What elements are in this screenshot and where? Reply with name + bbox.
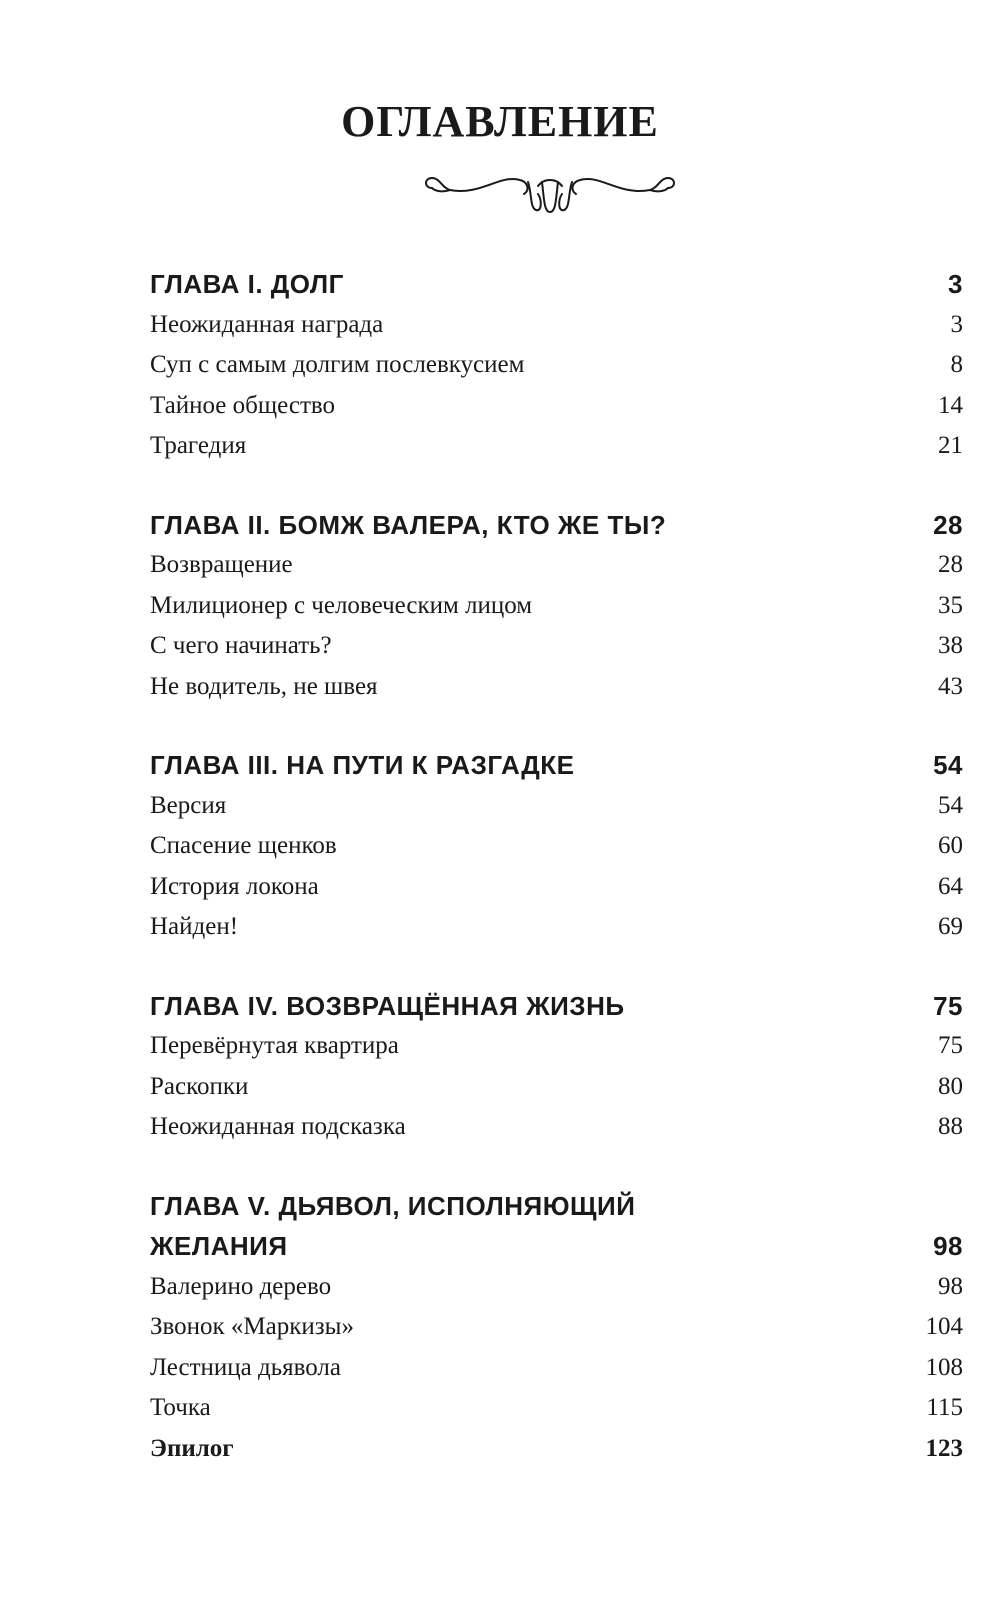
epilogue-entry[interactable] [150, 1429, 963, 1470]
page-number: 14 [938, 391, 963, 419]
section-title: История локона [150, 872, 319, 900]
chapter-title: ГЛАВА I. ДОЛГ [150, 269, 344, 299]
chapter-gap [150, 948, 963, 986]
page-number: 88 [938, 1113, 963, 1140]
section-title: Спасение щенков [150, 832, 337, 859]
section-title: Версия [150, 791, 227, 819]
page-number: 108 [925, 1353, 963, 1381]
chapter-gap [150, 707, 963, 745]
section-title: Раскопки [150, 1072, 249, 1100]
page-number: 35 [938, 591, 963, 619]
page-title: ОГЛАВЛЕНИЕ [341, 97, 659, 146]
section-title: Лестница дьявола [150, 1353, 342, 1381]
decorative-flourish-icon [420, 164, 680, 224]
page-number: 54 [933, 750, 963, 780]
page-number: 28 [938, 551, 963, 578]
page-number: 3 [948, 269, 963, 299]
page-number: 115 [926, 1394, 963, 1421]
section-entry[interactable] [150, 586, 963, 627]
page-number: 69 [938, 913, 963, 940]
section-title: Не водитель, не швея [150, 672, 378, 700]
section-entry[interactable] [150, 345, 963, 386]
page-number: 80 [938, 1072, 963, 1100]
chapter-title-line1[interactable]: ГЛАВА V. ДЬЯВОЛ, ИСПОЛНЯЮЩИЙ [150, 1190, 636, 1221]
chapter-title: ГЛАВА IV. ВОЗВРАЩЁННАЯ ЖИЗНЬ [150, 990, 625, 1021]
section-entry[interactable] [150, 386, 963, 427]
page-number: 104 [925, 1313, 963, 1340]
section-title: Валерино дерево [150, 1272, 332, 1300]
page-number: 98 [933, 1231, 963, 1261]
page-number: 21 [938, 432, 963, 459]
page-number: 28 [933, 509, 963, 540]
page-number: 75 [938, 1032, 963, 1059]
chapter-title: ГЛАВА III. НА ПУТИ К РАЗГАДКЕ [150, 750, 575, 780]
section-title: Точка [150, 1394, 211, 1421]
chapter-entry[interactable] [150, 1226, 963, 1267]
section-entry[interactable] [150, 426, 963, 467]
page-number: 98 [938, 1272, 963, 1300]
chapter-entry[interactable] [150, 986, 963, 1027]
page-number: 60 [938, 832, 963, 859]
chapter-entry[interactable] [150, 264, 963, 305]
section-entry[interactable] [150, 545, 963, 586]
section-title: Возвращение [150, 551, 293, 578]
section-entry[interactable] [150, 305, 963, 346]
chapter-entry[interactable] [150, 745, 963, 786]
section-entry[interactable] [150, 907, 963, 948]
section-title: Звонок «Маркизы» [150, 1313, 354, 1340]
chapter-title-line2: ЖЕЛАНИЯ [150, 1231, 288, 1261]
section-title: Трагедия [150, 432, 247, 459]
section-title: Милиционер с человеческим лицом [150, 591, 533, 619]
chapter-gap [150, 1148, 963, 1186]
section-title: Суп с самым долгим послевкусием [150, 351, 525, 378]
section-title: Неожиданная подсказка [150, 1113, 406, 1140]
section-entry[interactable] [150, 826, 963, 867]
table-of-contents [150, 264, 963, 1469]
section-entry[interactable] [150, 1267, 963, 1308]
page-number: 43 [938, 672, 963, 700]
page-number: 64 [938, 872, 963, 900]
chapter-gap [150, 467, 963, 505]
section-entry[interactable] [150, 667, 963, 708]
page-number: 54 [938, 791, 963, 819]
page-number: 123 [925, 1434, 963, 1462]
page-number: 8 [950, 351, 963, 378]
epilogue-title: Эпилог [150, 1434, 234, 1462]
section-entry[interactable] [150, 1348, 963, 1389]
page-number: 38 [938, 632, 963, 659]
section-entry[interactable] [150, 867, 963, 908]
section-title: Неожиданная награда [150, 310, 384, 338]
page-number: 3 [950, 310, 963, 338]
section-title: Найден! [150, 913, 239, 940]
section-title: Тайное общество [150, 391, 335, 419]
section-entry[interactable] [150, 1388, 963, 1429]
chapter-title: ГЛАВА II. БОМЖ ВАЛЕРА, КТО ЖЕ ТЫ? [150, 509, 667, 540]
chapter-entry[interactable] [150, 505, 963, 546]
section-entry[interactable] [150, 786, 963, 827]
section-entry[interactable] [150, 1307, 963, 1348]
page-number: 75 [933, 990, 963, 1021]
section-entry[interactable] [150, 1026, 963, 1067]
section-entry[interactable] [150, 1067, 963, 1108]
section-title: С чего начинать? [150, 632, 332, 659]
section-entry[interactable] [150, 1107, 963, 1148]
section-title: Перевёрнутая квартира [150, 1032, 399, 1059]
section-entry[interactable] [150, 626, 963, 667]
